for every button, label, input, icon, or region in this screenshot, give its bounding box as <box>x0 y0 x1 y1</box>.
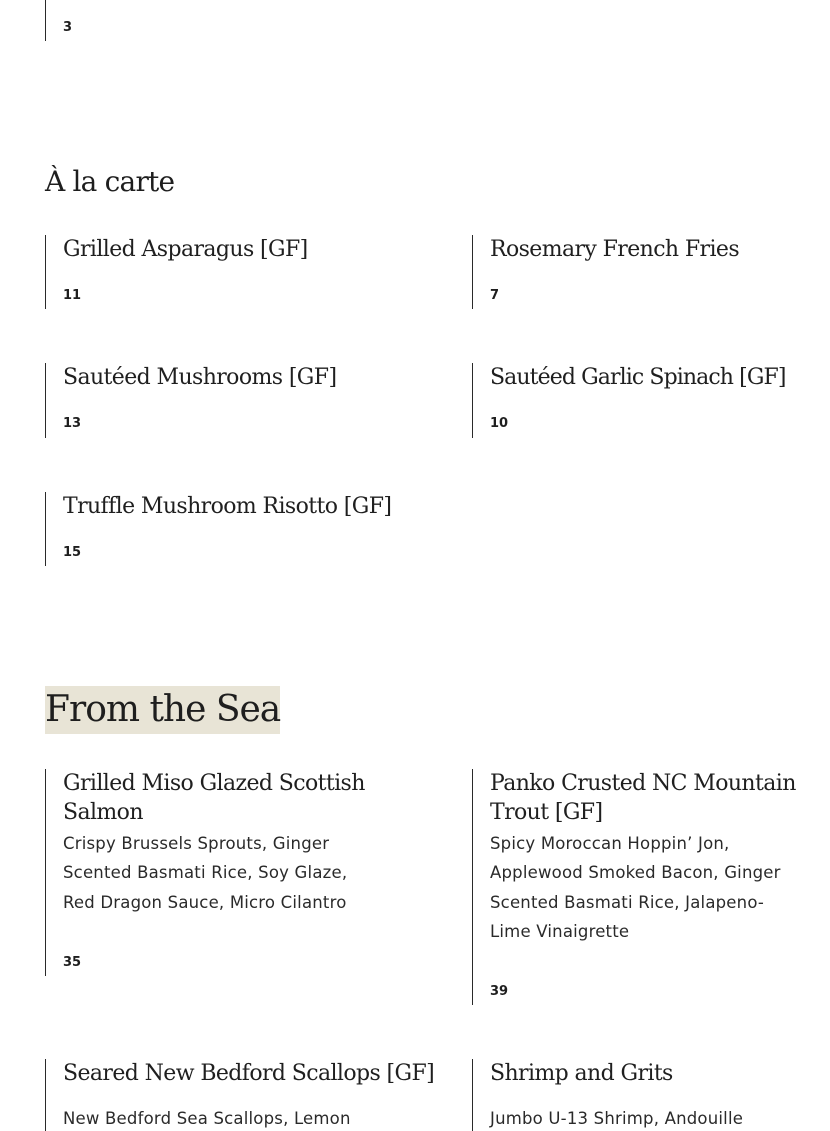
item-price: 39 <box>490 984 509 999</box>
item-name: Seared New Bedford Scallops [GF] <box>63 1061 435 1086</box>
section-title-a-la-carte: À la carte <box>45 165 175 198</box>
item-name: Rosemary French Fries <box>490 237 740 262</box>
menu-item <box>45 769 445 976</box>
item-price: 3 <box>63 20 73 35</box>
section-title-from-the-sea: From the Sea <box>45 686 280 734</box>
menu-item <box>472 363 812 438</box>
item-price: 10 <box>490 416 509 431</box>
item-name: Sautéed Garlic Spinach [GF] <box>490 365 786 390</box>
item-price: 15 <box>63 545 82 560</box>
item-price: 11 <box>63 288 82 303</box>
item-description: Crispy Brussels Sprouts, Ginger Scented Basmati Rice, Soy Glaze, Red Dragon Sauce, Micro Cilantro <box>63 834 348 912</box>
item-name: Grilled Miso Glazed Scottish Salmon <box>63 771 365 825</box>
menu-item <box>45 235 445 309</box>
menu-item <box>45 492 445 566</box>
item-price: 35 <box>63 955 82 970</box>
menu-item <box>45 1059 445 1131</box>
item-price: 13 <box>63 416 82 431</box>
menu-item-partial-top <box>45 0 425 41</box>
item-name: Shrimp and Grits <box>490 1061 673 1086</box>
item-name: Sautéed Mushrooms [GF] <box>63 365 337 390</box>
item-description: Spicy Moroccan Hoppin’ Jon, Applewood Smoked Bacon, Ginger Scented Basmati Rice, Jalapeno-Lime Vinaigrette <box>490 834 781 941</box>
item-name: Truffle Mushroom Risotto [GF] <box>63 494 392 519</box>
item-description: New Bedford Sea Scallops, Lemon <box>63 1109 351 1128</box>
menu-item <box>45 363 445 438</box>
menu-item <box>472 235 812 309</box>
menu-item <box>472 1059 812 1131</box>
menu-item <box>472 769 812 1005</box>
item-description: Jumbo U-13 Shrimp, Andouille <box>490 1109 744 1128</box>
item-name: Grilled Asparagus [GF] <box>63 237 308 262</box>
item-price: 7 <box>490 288 500 303</box>
item-name: Panko Crusted NC Mountain Trout [GF] <box>490 771 796 825</box>
